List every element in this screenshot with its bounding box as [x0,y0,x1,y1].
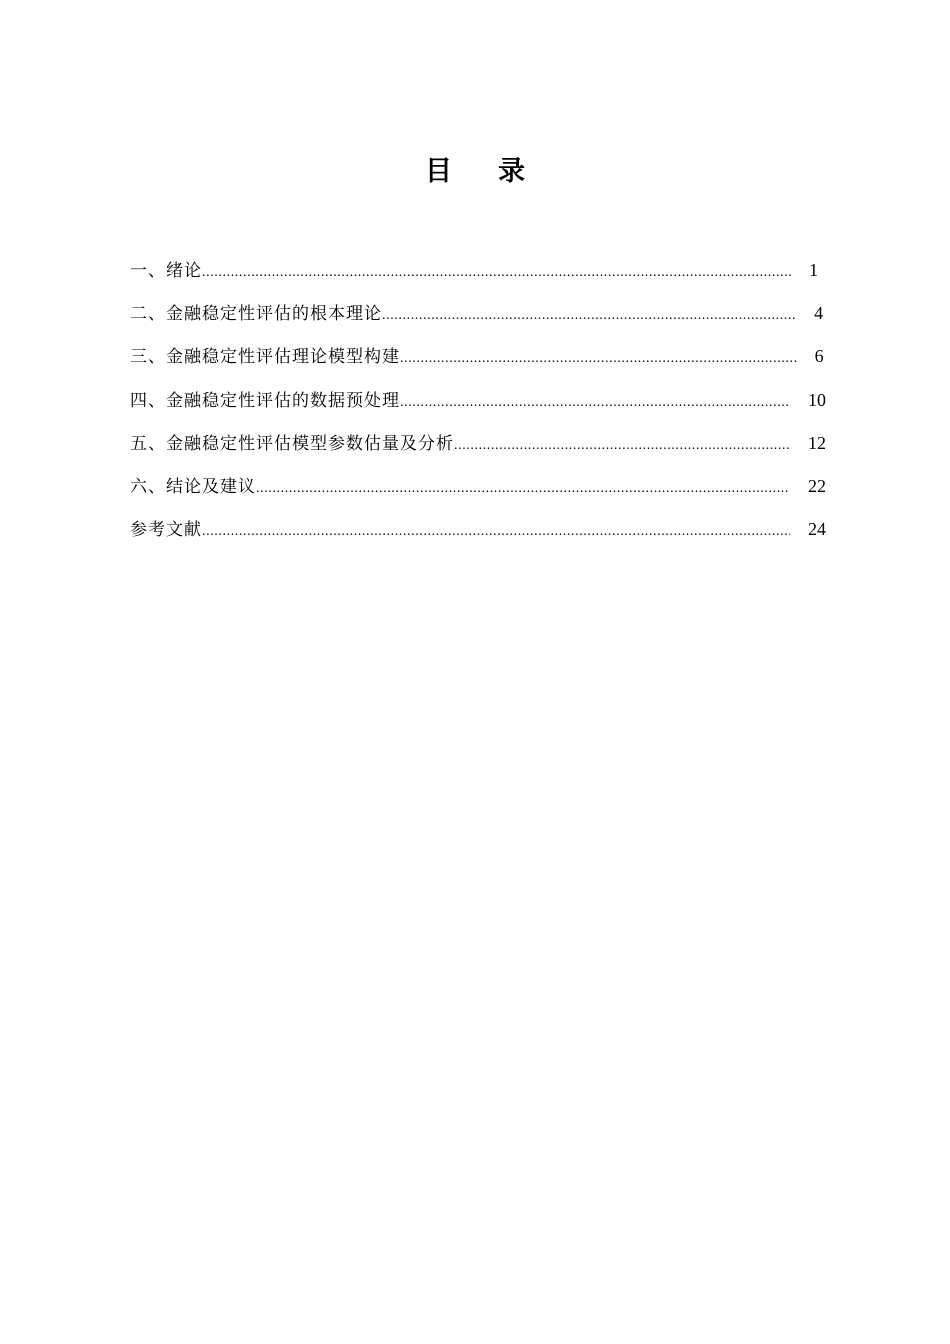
toc-title [0,152,950,192]
toc-entry-page-number: 24 [808,519,826,540]
toc-entry-leader-dots [256,469,790,509]
toc-entry-leader-dots [202,253,791,293]
toc-entry[interactable] [130,380,826,423]
toc-entry-leader-dots [454,426,790,466]
toc-entry-leader-dots [202,512,790,552]
toc-entry[interactable] [130,509,826,552]
toc-entry-label: 参考文献 [130,520,202,541]
toc-entry-label: 三、金融稳定性评估理论模型构建 [130,347,400,368]
toc-entry[interactable] [130,466,826,509]
toc-entry-page-number: 4 [814,303,824,324]
toc-entry[interactable] [130,293,826,336]
toc-entry-label: 二、金融稳定性评估的根本理论 [130,304,382,325]
toc-entry[interactable] [130,336,826,379]
toc-entry-page-number: 22 [808,475,826,496]
toc-entry-label: 一、绪论 [130,261,202,281]
toc-entry-leader-dots [400,339,797,379]
toc-entry-page-number: 1 [809,260,819,280]
toc-entry[interactable] [130,423,826,466]
toc-entry-label: 四、金融稳定性评估的数据预处理 [130,390,400,411]
toc-list [130,250,826,552]
toc-entry-leader-dots [382,296,796,336]
toc-entry-label: 五、金融稳定性评估模型参数估量及分析 [130,433,454,454]
toc-entry-page-number: 12 [808,432,826,453]
toc-entry-label: 六、结论及建议 [130,476,256,497]
toc-entry[interactable] [130,250,826,293]
toc-entry-page-number: 6 [814,346,824,367]
toc-title-char-1: 目 [425,156,452,187]
toc-entry-page-number: 10 [808,389,826,410]
toc-entry-leader-dots [400,383,790,423]
toc-title-char-2: 录 [498,156,525,187]
